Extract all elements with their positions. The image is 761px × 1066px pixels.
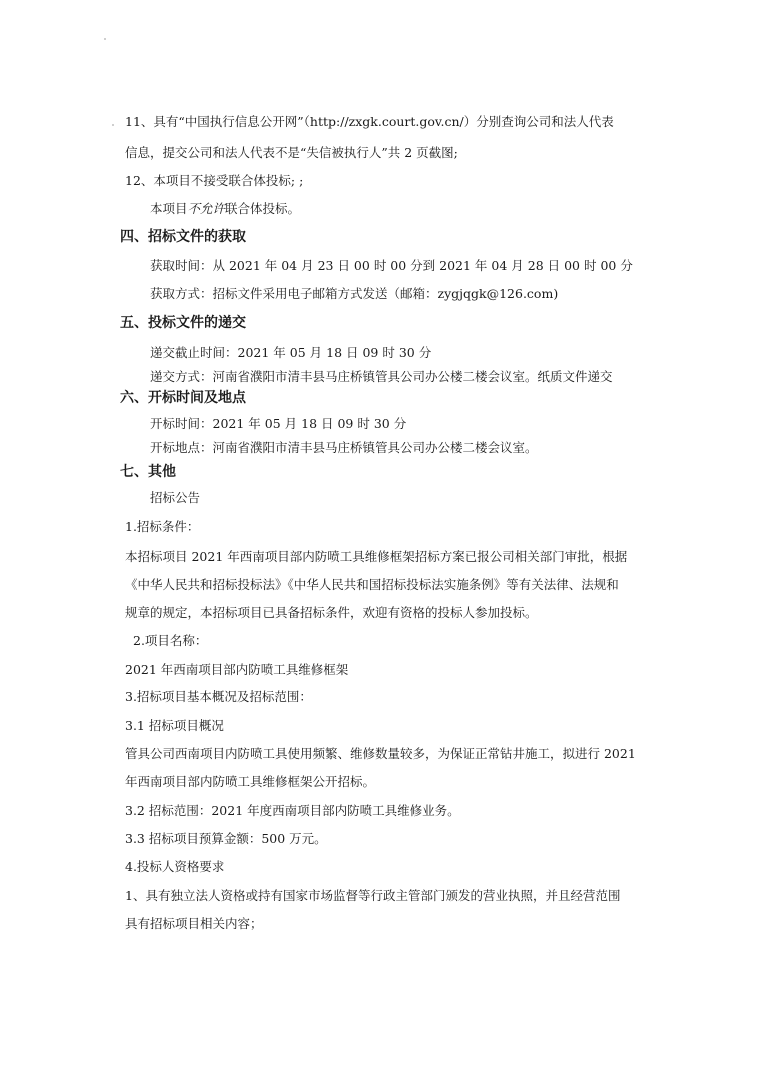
project-overview-line-1: 管具公司西南项目内防喷工具使用频繁、维修数量较多，为保证正常钻井施工，拟进行 2021 bbox=[125, 746, 636, 761]
tender-condition-heading: 1.招标条件： bbox=[125, 519, 200, 534]
requirement-11-line-1: 11、具有“中国执行信息公开网”（http://zxgk.court.gov.cn/）分别查询公司和法人代表 bbox=[125, 114, 614, 129]
qualification-1-line-1: 1、具有独立法人资格或持有国家市场监督等行政主管部门颁发的营业执照，并且经营范围 bbox=[125, 888, 621, 903]
opening-time-line: 开标时间：2021 年 05 月 18 日 09 时 30 分 bbox=[150, 416, 407, 431]
section-heading-5: 五、投标文件的递交 bbox=[120, 315, 246, 331]
submission-deadline-line: 递交截止时间：2021 年 05 月 18 日 09 时 30 分 bbox=[150, 345, 432, 360]
scan-speck bbox=[112, 124, 114, 126]
tender-condition-line-1: 本招标项目 2021 年西南项目部内防喷工具维修框架招标方案已报公司相关部门审批，根据 bbox=[125, 549, 628, 564]
requirement-11-line-2: 信息，提交公司和法人代表不是“失信被执行人”共 2 页截图; bbox=[125, 145, 458, 160]
obtain-time-line: 获取时间：从 2021 年 04 月 23 日 00 时 00 分到 2021 年 04 月 28 日 00 时 00 分 bbox=[150, 258, 633, 273]
tender-condition-line-3: 规章的规定，本招标项目已具备招标条件，欢迎有资格的投标人参加投标。 bbox=[125, 605, 538, 620]
section-heading-4: 四、招标文件的获取 bbox=[120, 229, 246, 245]
consortium-note-suffix: 联合体投标。 bbox=[225, 201, 301, 216]
project-name-heading: 2.项目名称： bbox=[133, 633, 208, 648]
consortium-note bbox=[150, 201, 300, 217]
project-name-value: 2021 年西南项目部内防喷工具维修框架 bbox=[125, 662, 349, 677]
section-heading-7: 七、其他 bbox=[120, 464, 176, 480]
consortium-note-emphasis: 不允许 bbox=[187, 201, 226, 216]
tender-notice-label: 招标公告 bbox=[150, 490, 201, 505]
project-overview-heading: 3.1 招标项目概况 bbox=[125, 718, 224, 733]
project-overview-line-2: 年西南项目部内防喷工具维修框架公开招标。 bbox=[125, 774, 376, 789]
scan-speck bbox=[104, 38, 106, 40]
obtain-method-line: 获取方式：招标文件采用电子邮箱方式发送（邮箱：zygjqgk@126.com) bbox=[150, 286, 559, 301]
bidder-qualification-heading: 4.投标人资格要求 bbox=[125, 859, 225, 874]
consortium-note-prefix: 本项目 bbox=[150, 201, 188, 216]
tender-scope-line: 3.2 招标范围：2021 年度西南项目部内防喷工具维修业务。 bbox=[125, 803, 460, 818]
budget-line: 3.3 招标项目预算金额：500 万元。 bbox=[125, 831, 327, 846]
opening-place-line: 开标地点：河南省濮阳市清丰县马庄桥镇管具公司办公楼二楼会议室。 bbox=[150, 440, 538, 455]
requirement-12-line: 12、本项目不接受联合体投标; ; bbox=[125, 173, 304, 188]
section-heading-6: 六、开标时间及地点 bbox=[120, 390, 246, 406]
submission-method-line: 递交方式：河南省濮阳市清丰县马庄桥镇管具公司办公楼二楼会议室。纸质文件递交 bbox=[150, 369, 613, 384]
project-scope-heading: 3.招标项目基本概况及招标范围： bbox=[125, 689, 312, 704]
qualification-1-line-2: 具有招标项目相关内容； bbox=[125, 916, 263, 931]
tender-condition-line-2: 《中华人民共和招标投标法》《中华人民共和国招标投标法实施条例》等有关法律、法规和 bbox=[125, 577, 619, 592]
